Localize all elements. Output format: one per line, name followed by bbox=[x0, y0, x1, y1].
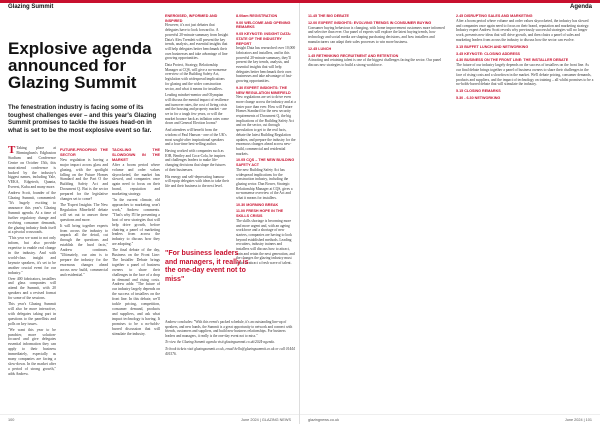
agenda-item bbox=[236, 32, 296, 84]
body-paragraph: "This year we want to not only inform, but also provide expertise to enable real change in the industry. And with world-class insight and keynote speakers, it's set to be another crucial event for our industry." bbox=[8, 236, 56, 275]
agenda-item bbox=[236, 86, 296, 157]
agenda-session-title: CQS – THE NEW BUILDING SAFETY ACT bbox=[236, 158, 295, 168]
agenda-item bbox=[236, 203, 296, 208]
agenda-time: 8.00am bbox=[236, 14, 249, 18]
article-headline: Explosive agenda announced for Glazing Summit bbox=[8, 39, 152, 92]
page-number: 100 bbox=[8, 417, 15, 422]
body-column-2 bbox=[60, 146, 108, 279]
agenda-item bbox=[308, 14, 448, 19]
agenda-time: 10.30 bbox=[236, 202, 246, 207]
agenda-session-title: DISRUPTING SALES AND MARKETING bbox=[464, 14, 533, 18]
agenda-item bbox=[236, 21, 296, 30]
ticket-info: To book tickets visit glazingsummit.co.uk, email hello@glazingsummit.co.uk or call 01444 401576. bbox=[165, 346, 295, 356]
body-paragraph: "In the current climate, old approaches to marketing won't work," Andrew comments. "That's why I'll be presenting a host of new strategies that will help drive growth, before chairing a panel of marketing leaders from across the industry to discuss how they are adapting." bbox=[112, 198, 160, 247]
agenda-item bbox=[308, 21, 448, 45]
agenda-session-description: After a boom period where volume and order values skyrocketed, the industry has slowed and companies once again need to focus on their brand, reputation and marketing strategy. Industry expert Andrew Scott reveals why previously successful strategies will no longer work, presents new ideas that will drive growth, and then chairs a panel of sales and marketing leaders from across the industry to discuss how the sector can evolve. bbox=[456, 18, 590, 42]
header-accent-bar bbox=[300, 0, 600, 3]
agenda-item bbox=[456, 45, 594, 50]
issue-date: June 2024 | GLAZING NEWS bbox=[241, 417, 291, 422]
agenda-session-title: CLOSING REMARKS bbox=[464, 89, 501, 94]
body-paragraph: It will bring together experts from across the industry to unpack all the detail, cut through the questions and establish the hard facts," Andrew continues. "Ultimately, our aim is to prepare the industry for the enormous changes ahead across new build, commercial and residential." bbox=[60, 223, 108, 277]
agenda-session-title: ENERGISED, INFORMED AND INSPIRED bbox=[165, 14, 218, 23]
body-paragraph: Over 400 fabricators, installers and glass companies will attend the Summit, with 20 speakers and a revised format for some of the sessions. bbox=[8, 276, 56, 301]
agenda-session-description: The new Building Safety Act has widespread implications for the construction industry, including the glazing sector. Dan Bower, Strategic Relationship Manager at CQS, gives a no-nonsense overview of the Act and what it means for installers. bbox=[236, 167, 293, 201]
agenda-session-description: New regulations are set to drive even more change across the industry and at a faster pace than ever. How will Future Homes Standard for the new security requirements of Document Q, the big implications of the Building Safety Act and on the sector, cut through speculation to get to the real facts, debate the latest Building Regulation updates, and prepare the industry for the enormous changes ahead across new-build, commercial and residential markets. bbox=[236, 95, 296, 156]
agenda-item bbox=[236, 158, 296, 200]
agenda-session-description: His energy and self-deprecating humour will equip delegates with ideas to take their life and their business to the next level. bbox=[165, 174, 230, 188]
agenda-column-left bbox=[236, 14, 296, 268]
agenda-session-description: The skills shortage is becoming more and more urgent and, with an ageing workforce and a shortage of new starters, companies are having to look beyond established methods. Leading recruiters, industry trainers and installers will discuss how to attract, train and retain the next generation, and the changes the glazing industry must make to attract a fresh wave of talent. bbox=[236, 218, 295, 266]
agenda-item bbox=[456, 14, 594, 43]
agenda-column-right bbox=[456, 14, 594, 103]
article-continuation-column bbox=[165, 14, 229, 191]
agenda-item bbox=[456, 52, 594, 57]
agenda-item bbox=[165, 149, 229, 173]
agenda-time: 5.15 bbox=[456, 89, 464, 94]
agenda-time: 9.05 bbox=[236, 32, 244, 37]
agenda-session-description: Insight Data has researched over 10,000 fabricators and installers, and in this powerful 20-minute summary, they'll present the key trends, analysis, and essential insights that will help delegates better benchmark their own businesses and take advantage of fast-growing opportunities. bbox=[236, 46, 296, 84]
website-url: glazingnews.co.uk bbox=[308, 417, 340, 422]
agenda-session-description: The future of our industry largely depends on the success of installers on the front line. As our final debate brings together a panel of business owners to share their challenges in the face of rising costs and a slowdown in the market. We'll debate pricing, consumer demands, products and suppliers, and the impact of technology on training – all whilst promises to be a no-holds-barred debate that will stimulate the industry. bbox=[456, 63, 594, 87]
body-paragraph: Andrew concludes: "With this event's packed schedule, it's an outstanding line-up of speakers, and new hands, the Summit is a great opportunity to network and connect with friends, customers and suppliers, and build new business relationships. For business leaders and managers, it really is the one-day event not to miss." bbox=[165, 320, 293, 338]
agenda-session-title: KEYNOTE: INSIGHT DATA: STATE OF THE INDUSTRY REPORT bbox=[236, 32, 292, 46]
right-page-footer bbox=[300, 414, 600, 424]
agenda-session-title: FRESH HOPE IN THE SKILLS CRISIS bbox=[236, 209, 284, 219]
agenda-session-description: Leading mindset-mentor and Olympian will discuss the mental impact of resilience and turnover rates, the cost of living crisis and the housing and property market - are we in for a tough few years, or will the market bounce back as inflation rates come down and General Election looms? bbox=[165, 93, 229, 126]
body-paragraph: Andrew Scott, founder of the Glazing Summit, commented: "It's hugely exciting to announce this year's Glazing Summit agenda. At a time of further regulatory change and evolving consumer demands, the glazing industry finds itself at a pivotal crossroads. bbox=[8, 191, 56, 235]
right-page bbox=[300, 0, 600, 424]
agenda-session-title: NETWORKING bbox=[474, 95, 501, 100]
agenda-item bbox=[308, 54, 448, 68]
body-paragraph: New regulation is having a major impact across glass and glazing, with the spotlight falling on the Future Homes Standard and the Part O the Building Safety Act and Document Q. But is the sector prepared for the legislative changes set to come? bbox=[60, 157, 108, 202]
agenda-time: 12.45 bbox=[308, 46, 318, 51]
agenda-time: 3.15 bbox=[456, 44, 464, 49]
agenda-item bbox=[165, 63, 229, 91]
agenda-time: 10.05 bbox=[236, 158, 246, 163]
left-page-footer bbox=[0, 414, 299, 424]
pull-quote: "For business leaders and managers, it really is the one-day event not to miss" bbox=[165, 250, 249, 283]
agenda-session-title: EXPERT INSIGHTS: THE NEW REGULATION MINEFIELD bbox=[236, 85, 291, 95]
subhead: FUTURE-PROOFING THE SECTOR bbox=[60, 148, 108, 157]
agenda-session-description: Attracting and retaining talent is one of the biggest challenges facing the sector. Our panel discuss new strategies to build a strong workforce. bbox=[308, 58, 442, 68]
agenda-session-title: RETHINKING RECRUITMENT AND RETENTION bbox=[316, 53, 399, 58]
agenda-session-title: WELCOME AND OPENING REMARKS bbox=[236, 20, 291, 30]
agenda-session-description: Having worked with companies such as IOB, Bentley and Coca-Cola, he inspires and challenges leaders to make life-changing decisions that shape the futures of their businesses. bbox=[165, 148, 226, 172]
agenda-session-title: KEYNOTE: CLOSING ADDRESS bbox=[464, 51, 521, 56]
drop-cap: T bbox=[8, 144, 16, 156]
agenda-session-description: Consumer buying behaviour is changing, with home improvement customers more informed and selective than ever. Our panel of experts will explore the latest buying trends, how technology and social media are shaping purchasing decisions, and how installers and manufacturers can adapt their sales processes to win more business. bbox=[308, 25, 445, 44]
agenda-item bbox=[165, 175, 229, 189]
agenda-session-title: MORNING BREAK bbox=[246, 202, 279, 207]
agenda-session-description: And attendees will benefit from the wisdom of Paul Hanson - one of the UK's most sought-after inspirational speakers and a four-time best-selling author. bbox=[165, 128, 227, 147]
agenda-link-info: To view the Glazing Summit agenda visit glazingsummit.co.uk/2024-agenda. bbox=[165, 340, 275, 345]
agenda-item bbox=[456, 96, 594, 101]
agenda-session-title: LUNCH bbox=[318, 46, 332, 51]
agenda-time: 12.00 bbox=[308, 20, 318, 25]
body-column-3 bbox=[112, 146, 160, 337]
agenda-item bbox=[165, 93, 229, 126]
agenda-item bbox=[236, 14, 296, 19]
agenda-session-description: Data Protect, Strategy, Relationship Manager at CQS, will give a no-nonsense overview of the Building Safety Act, legislation with widespread implications for glazing and the wider construction sector, and what it means for installers. bbox=[165, 63, 227, 91]
agenda-time: 4.30 bbox=[456, 58, 464, 63]
agenda-item bbox=[456, 58, 594, 87]
agenda-session-title: BUFFET LUNCH AND NETWORKING bbox=[464, 44, 529, 49]
agenda-session-description: However, it's not just debates that delegates have to look forward to. A powerful 20-minute summary from Insight Data's Alex Tremlett will present the key trends, analysis, and essential insights that will help delegates better benchmark their own businesses and take advantage of line growing opportunities. bbox=[165, 23, 229, 61]
article-standfirst: The fenestration industry is facing some of its toughest challenges ever – and this year's Glazing Summit promises to tackle the issues head-on in what is set to be the most explosive event so far. bbox=[8, 104, 157, 134]
agenda-session-title: EXPERT INSIGHTS: EVOLVING TRENDS IN CONSUMER BUYING bbox=[318, 20, 432, 25]
agenda-item bbox=[165, 128, 229, 147]
agenda-time: 9.30 bbox=[236, 85, 244, 90]
body-paragraph: The final debate of the day, Business on the Front Line: The Installer Debate brings together a panel of business owners to share their challenges in the face of a drop in demand and rising costs. Andrew adds: "The future of our industry largely depends on the success of installers on the front line. In this debate, we'll tackle pricing, competition, consumer demand, products and suppliers, and ask what impact technology is having. It promises to be a no-holds-barred discussion that will stimulate the industry. bbox=[112, 248, 161, 336]
page-number: June 2024 | 101 bbox=[564, 417, 592, 422]
agenda-time: 5.30 - 6.30 bbox=[456, 95, 474, 100]
body-paragraph: This year's Glazing Summit will also be more interactive, with delegates taking part in questions to the panellists and polls on key issues. bbox=[8, 302, 56, 326]
agenda-column-middle bbox=[308, 14, 448, 70]
header-accent-bar bbox=[0, 0, 300, 3]
body-paragraph: "We want this year to be punchier, more solution-focused and give delegates essential information they can apply to their business immediately, especially as many companies are facing a slow-down. In the market after a period of strong growth," adds Andrew. bbox=[8, 327, 56, 376]
section-title: Agenda bbox=[569, 4, 592, 10]
agenda-time: 9.00 bbox=[236, 20, 244, 25]
agenda-time: 1.45 bbox=[308, 53, 316, 58]
body-paragraph: T Taking place at Birmingham's Edgbaston Stadium and Conference Centre on October 15th, this must-attend conference is backed by the industry's biggest names, including Yale, VEKA, Edgetech, Quanta, Everest, Kubu and many more. bbox=[8, 144, 56, 190]
subhead: TACKLING THE SLOWDOWN IN THE MARKET bbox=[112, 148, 160, 162]
body-paragraph: The 'Expert Insights: The New Regulation Minefield' debate will set out to answer these questions and more. bbox=[60, 202, 108, 222]
section-title: Glazing Summit bbox=[8, 4, 54, 10]
agenda-time: 2.45 bbox=[456, 14, 464, 18]
agenda-item bbox=[165, 14, 229, 61]
body-paragraph: After a boom period where volume and order values skyrocketed, the market has slowed, and companies once again need to focus on their brand, reputation and marketing strategy. bbox=[112, 162, 160, 197]
body-column-1 bbox=[8, 146, 56, 378]
agenda-time: 11.45 bbox=[308, 14, 318, 18]
agenda-session-title: THE BIG DEBATE bbox=[318, 14, 349, 18]
agenda-session-title: BUSINESS ON THE FRONT LINE: THE INSTALLER DEBATE bbox=[464, 58, 569, 63]
agenda-session-title: REGISTRATION bbox=[249, 14, 278, 18]
agenda-item bbox=[308, 47, 448, 52]
article-conclusion bbox=[165, 320, 295, 358]
agenda-time: 11.00 bbox=[236, 209, 246, 214]
agenda-item bbox=[456, 89, 594, 94]
agenda-time: 3.45 bbox=[456, 51, 464, 56]
